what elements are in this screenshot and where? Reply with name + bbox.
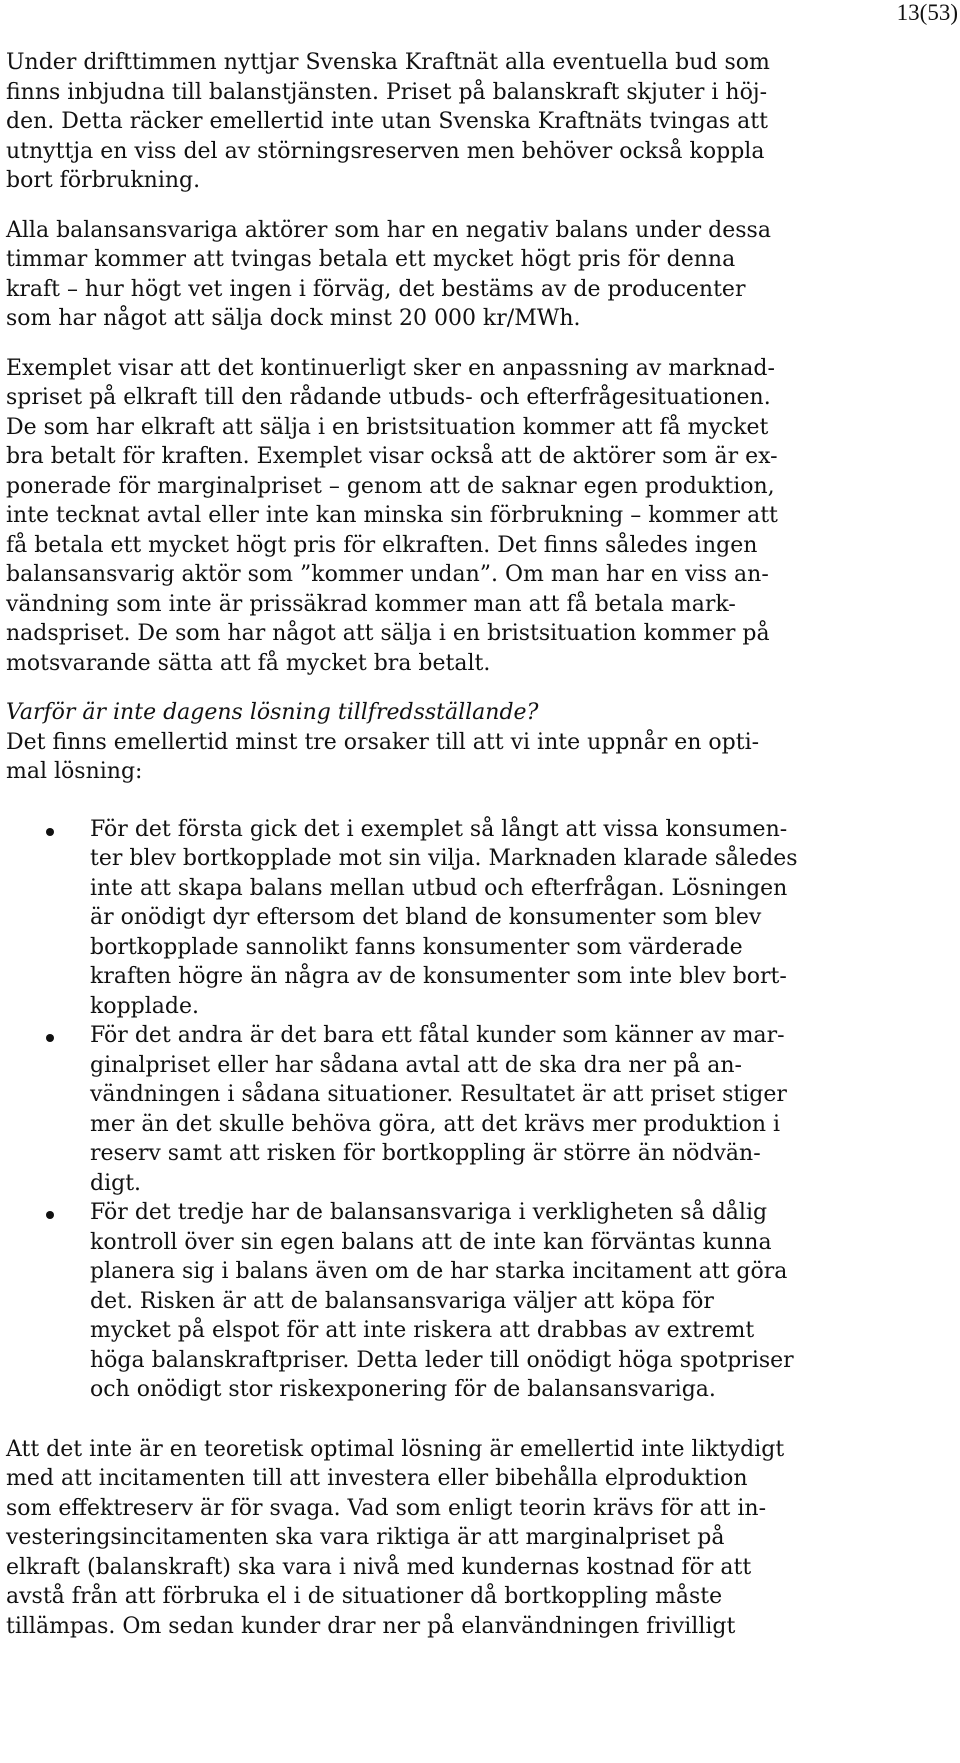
text-line: finns inbjudna till balanstjänsten. Priset på balanskraft skjuter i höj- <box>6 79 768 105</box>
text-line: höga balanskraftpriser. Detta leder till onödigt höga spotpriser <box>90 1347 794 1373</box>
text-line: bort förbrukning. <box>6 168 201 193</box>
text-line: reserv samt att risken för bortkoppling är större än nödvän- <box>90 1141 761 1166</box>
text-line: vändning som inte är prissäkrad kommer man att få betala mark- <box>6 591 736 617</box>
text-line: avstå från att förbruka el i de situationer då bortkoppling måste <box>6 1584 723 1609</box>
list-item <box>6 1021 916 1198</box>
text-line: det. Risken är att de balansansvariga väljer att köpa för <box>90 1288 714 1314</box>
text-line: vändningen i sådana situationer. Resultatet är att priset stiger <box>90 1082 787 1107</box>
text-line: elkraft (balanskraft) ska vara i nivå med kundernas kostnad för att <box>6 1554 752 1580</box>
paragraph-5 <box>6 1435 916 1642</box>
section-heading: Varför är inte dagens lösning tillfredsställande? <box>6 700 539 725</box>
text-line: ginalpriset eller har sådana avtal att de ska dra ner på an- <box>90 1052 742 1078</box>
text-line: den. Detta räcker emellertid inte utan Svenska Kraftnäts tvingas att <box>6 109 768 134</box>
text-line: För det andra är det bara ett fåtal kunder som känner av mar- <box>90 1023 785 1048</box>
document-body <box>6 48 916 1641</box>
text-line: vesteringsincitamenten ska vara riktiga är att marginalpriset på <box>6 1525 725 1550</box>
text-line: Under drifttimmen nyttjar Svenska Kraftnät alla eventuella bud som <box>6 50 770 75</box>
paragraph-1 <box>6 48 916 196</box>
text-line: balansansvarig aktör som ”kommer undan”. Om man har en viss an- <box>6 562 769 587</box>
text-line: utnyttja en viss del av störningsreserven men behöver också koppla <box>6 138 765 164</box>
text-line: ter blev bortkopplade mot sin vilja. Marknaden klarade således <box>90 846 798 871</box>
paragraph-3 <box>6 354 916 679</box>
text-line: De som har elkraft att sälja i en bristsituation kommer att få mycket <box>6 414 769 440</box>
text-line: spriset på elkraft till den rådande utbuds- och efterfrågesituationen. <box>6 385 771 410</box>
text-line: kopplade. <box>90 993 199 1019</box>
text-line: ponerade för marginalpriset – genom att de saknar egen produktion, <box>6 473 775 499</box>
text-line: och onödigt stor riskexponering för de balansansvariga. <box>90 1377 716 1402</box>
text-line: Alla balansansvariga aktörer som har en negativ balans under dessa <box>6 217 771 243</box>
paragraph-2 <box>6 216 916 334</box>
text-line: digt. <box>90 1170 142 1196</box>
text-line: inte tecknat avtal eller inte kan minska sin förbrukning – kommer att <box>6 503 778 528</box>
text-line: nadspriset. De som har något att sälja i en bristsituation kommer på <box>6 621 770 646</box>
bullet-icon <box>46 1034 54 1042</box>
text-line: timmar kommer att tvingas betala ett mycket högt pris för denna <box>6 247 736 272</box>
text-line: med att incitamenten till att investera eller bibehålla elproduktion <box>6 1466 748 1491</box>
text-line: motsvarande sätta att få mycket bra betalt. <box>6 650 491 676</box>
text-line: Det finns emellertid minst tre orsaker till att vi inte uppnår en opti- <box>6 729 760 755</box>
bullet-list <box>6 815 916 1405</box>
text-line: bortkopplade sannolikt fanns konsumenter som värderade <box>90 934 743 960</box>
text-line: mal lösning: <box>6 759 143 784</box>
list-item <box>6 815 916 1022</box>
bullet-icon <box>46 828 54 836</box>
text-line: tillämpas. Om sedan kunder drar ner på elanvändningen frivilligt <box>6 1613 736 1639</box>
text-line: kraft – hur högt vet ingen i förväg, det bestäms av de producenter <box>6 276 746 302</box>
text-line: Att det inte är en teoretisk optimal lösning är emellertid inte liktydigt <box>6 1436 785 1462</box>
text-line: planera sig i balans även om de har starka incitament att göra <box>90 1259 788 1284</box>
list-item <box>6 1198 916 1405</box>
text-line: Exemplet visar att det kontinuerligt sker en anpassning av marknad- <box>6 355 775 381</box>
page-number: 13(53) <box>896 0 958 25</box>
text-line: mycket på elspot för att inte riskera att drabbas av extremt <box>90 1318 755 1343</box>
text-line: som effektreserv är för svaga. Vad som enligt teorin krävs för att in- <box>6 1495 767 1521</box>
text-line: som har något att sälja dock minst 20 000 kr/MWh. <box>6 306 581 331</box>
text-line: kraften högre än några av de konsumenter som inte blev bort- <box>90 964 787 989</box>
text-line: mer än det skulle behöva göra, att det krävs mer produktion i <box>90 1111 781 1137</box>
paragraph-4 <box>6 728 916 787</box>
text-line: få betala ett mycket högt pris för elkraften. Det finns således ingen <box>6 532 758 558</box>
text-line: För det tredje har de balansansvariga i verkligheten så dålig <box>90 1200 768 1225</box>
bullet-icon <box>46 1211 54 1219</box>
text-line: kontroll över sin egen balans att de inte kan förväntas kunna <box>90 1229 772 1255</box>
text-line: bra betalt för kraften. Exemplet visar också att de aktörer som är ex- <box>6 444 778 469</box>
text-line: För det första gick det i exemplet så långt att vissa konsumen- <box>90 816 788 842</box>
text-line: är onödigt dyr eftersom det bland de konsumenter som blev <box>90 905 762 930</box>
text-line: inte att skapa balans mellan utbud och efterfrågan. Lösningen <box>90 875 788 901</box>
